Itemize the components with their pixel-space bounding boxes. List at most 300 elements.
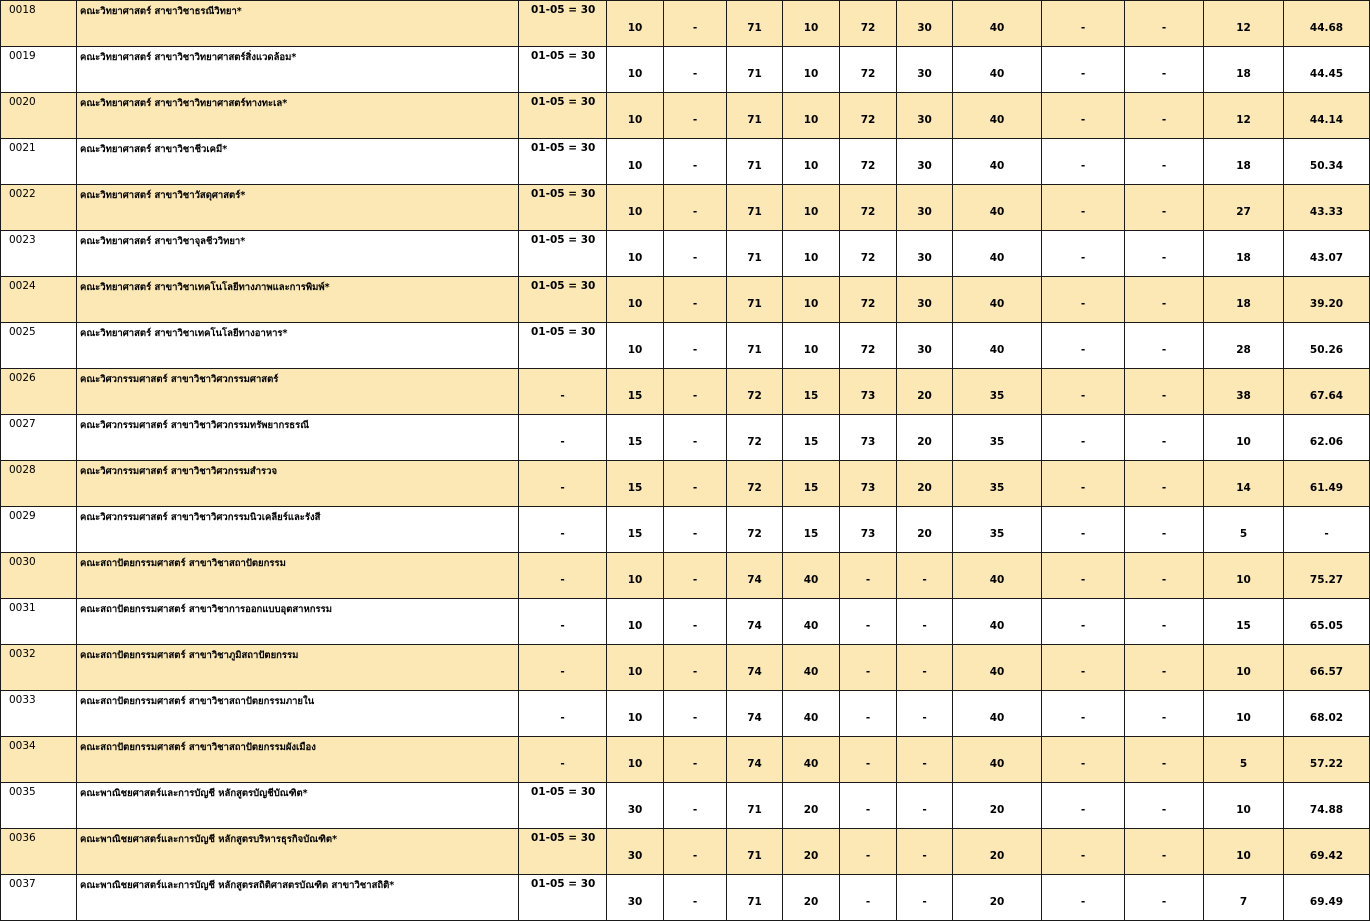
min-score: 43.07: [1284, 231, 1370, 277]
score-col-2: -: [664, 599, 727, 645]
table-row: [1, 507, 1370, 553]
score-col-1: 10: [607, 93, 664, 139]
score-col-9: -: [1125, 737, 1204, 783]
score-col-1: 10: [607, 691, 664, 737]
score-col-7: 40: [953, 93, 1042, 139]
table-body: [1, 1, 1370, 921]
table-row: [1, 185, 1370, 231]
program-name: คณะพาณิชยศาสตร์และการบัญชี หลักสูตรบริหารธุรกิจบัณฑิต*: [77, 829, 519, 875]
score-col-8: -: [1042, 231, 1125, 277]
score-col-6: -: [897, 783, 953, 829]
seats-count: 10: [1204, 645, 1284, 691]
score-col-4: 10: [783, 139, 840, 185]
gpa-requirement: -: [519, 461, 607, 507]
score-col-5: -: [840, 691, 897, 737]
gpa-requirement: 01-05 = 30: [519, 47, 607, 93]
program-code: 0024: [1, 277, 77, 323]
program-name: คณะสถาปัตยกรรมศาสตร์ สาขาวิชาการออกแบบอุตสาหกรรม: [77, 599, 519, 645]
score-col-3: 72: [727, 415, 783, 461]
score-col-6: 30: [897, 1, 953, 47]
score-col-2: -: [664, 277, 727, 323]
min-score: 67.64: [1284, 369, 1370, 415]
score-col-7: 35: [953, 461, 1042, 507]
score-col-1: 10: [607, 277, 664, 323]
seats-count: 15: [1204, 599, 1284, 645]
score-col-7: 40: [953, 737, 1042, 783]
score-col-7: 35: [953, 415, 1042, 461]
score-col-4: 20: [783, 783, 840, 829]
min-score: 69.49: [1284, 875, 1370, 921]
program-name: คณะวิศวกรรมศาสตร์ สาขาวิชาวิศวกรรมสำรวจ: [77, 461, 519, 507]
score-col-7: 40: [953, 645, 1042, 691]
score-col-8: -: [1042, 645, 1125, 691]
score-col-9: -: [1125, 415, 1204, 461]
score-col-8: -: [1042, 1, 1125, 47]
score-col-1: 10: [607, 599, 664, 645]
score-col-9: -: [1125, 645, 1204, 691]
score-col-8: -: [1042, 461, 1125, 507]
table-row: [1, 553, 1370, 599]
score-col-2: -: [664, 369, 727, 415]
score-col-2: -: [664, 645, 727, 691]
score-col-2: -: [664, 783, 727, 829]
table-row: [1, 369, 1370, 415]
score-col-2: -: [664, 139, 727, 185]
score-col-7: 40: [953, 553, 1042, 599]
score-col-9: -: [1125, 783, 1204, 829]
score-col-4: 15: [783, 461, 840, 507]
score-col-6: 30: [897, 47, 953, 93]
score-col-5: 72: [840, 1, 897, 47]
program-name: คณะวิทยาศาสตร์ สาขาวิชาวิทยาศาสตร์ทางทะเล*: [77, 93, 519, 139]
score-col-7: 40: [953, 1, 1042, 47]
score-col-1: 15: [607, 507, 664, 553]
seats-count: 27: [1204, 185, 1284, 231]
score-col-2: -: [664, 231, 727, 277]
score-col-5: 73: [840, 415, 897, 461]
program-code: 0023: [1, 231, 77, 277]
score-col-2: -: [664, 691, 727, 737]
score-col-9: -: [1125, 875, 1204, 921]
program-code: 0035: [1, 783, 77, 829]
gpa-requirement: 01-05 = 30: [519, 1, 607, 47]
score-col-5: 72: [840, 323, 897, 369]
min-score: 75.27: [1284, 553, 1370, 599]
program-code: 0037: [1, 875, 77, 921]
score-col-5: 72: [840, 139, 897, 185]
min-score: 65.05: [1284, 599, 1370, 645]
score-col-4: 15: [783, 415, 840, 461]
score-col-7: 20: [953, 829, 1042, 875]
score-col-3: 71: [727, 185, 783, 231]
score-col-5: -: [840, 737, 897, 783]
score-col-3: 71: [727, 829, 783, 875]
gpa-requirement: 01-05 = 30: [519, 783, 607, 829]
table-row: [1, 277, 1370, 323]
program-code: 0028: [1, 461, 77, 507]
score-col-4: 40: [783, 737, 840, 783]
score-col-6: 30: [897, 93, 953, 139]
program-name: คณะวิทยาศาสตร์ สาขาวิชาวิทยาศาสตร์สิ่งแวดล้อม*: [77, 47, 519, 93]
score-col-9: -: [1125, 461, 1204, 507]
gpa-requirement: 01-05 = 30: [519, 277, 607, 323]
score-col-3: 74: [727, 553, 783, 599]
score-col-9: -: [1125, 185, 1204, 231]
gpa-requirement: -: [519, 599, 607, 645]
score-col-1: 10: [607, 737, 664, 783]
score-col-7: 35: [953, 369, 1042, 415]
score-col-6: -: [897, 553, 953, 599]
score-col-3: 71: [727, 47, 783, 93]
score-col-6: 30: [897, 277, 953, 323]
program-code: 0026: [1, 369, 77, 415]
program-name: คณะสถาปัตยกรรมศาสตร์ สาขาวิชาสถาปัตยกรรม: [77, 553, 519, 599]
program-name: คณะวิศวกรรมศาสตร์ สาขาวิชาวิศวกรรมทรัพยากรธรณี: [77, 415, 519, 461]
seats-count: 5: [1204, 737, 1284, 783]
gpa-requirement: -: [519, 553, 607, 599]
gpa-requirement: -: [519, 645, 607, 691]
score-col-9: -: [1125, 139, 1204, 185]
score-col-4: 40: [783, 599, 840, 645]
program-name: คณะวิทยาศาสตร์ สาขาวิชาวัสดุศาสตร์*: [77, 185, 519, 231]
seats-count: 18: [1204, 139, 1284, 185]
program-code: 0020: [1, 93, 77, 139]
score-col-4: 15: [783, 507, 840, 553]
score-col-3: 72: [727, 507, 783, 553]
score-col-9: -: [1125, 829, 1204, 875]
program-code: 0019: [1, 47, 77, 93]
min-score: 66.57: [1284, 645, 1370, 691]
score-col-5: 72: [840, 185, 897, 231]
table-row: [1, 737, 1370, 783]
score-col-3: 74: [727, 691, 783, 737]
score-col-3: 74: [727, 645, 783, 691]
score-col-5: -: [840, 783, 897, 829]
gpa-requirement: 01-05 = 30: [519, 829, 607, 875]
program-code: 0032: [1, 645, 77, 691]
score-col-1: 10: [607, 553, 664, 599]
min-score: 44.68: [1284, 1, 1370, 47]
min-score: 69.42: [1284, 829, 1370, 875]
score-col-1: 10: [607, 47, 664, 93]
program-code: 0022: [1, 185, 77, 231]
program-name: คณะวิทยาศาสตร์ สาขาวิชาชีวเคมี*: [77, 139, 519, 185]
min-score: 74.88: [1284, 783, 1370, 829]
score-col-6: 20: [897, 507, 953, 553]
score-col-1: 30: [607, 829, 664, 875]
table-row: [1, 231, 1370, 277]
score-col-2: -: [664, 185, 727, 231]
score-col-8: -: [1042, 139, 1125, 185]
score-col-3: 72: [727, 369, 783, 415]
seats-count: 7: [1204, 875, 1284, 921]
score-col-7: 40: [953, 323, 1042, 369]
score-col-8: -: [1042, 599, 1125, 645]
table-row: [1, 783, 1370, 829]
score-col-5: -: [840, 829, 897, 875]
score-col-8: -: [1042, 415, 1125, 461]
score-col-1: 30: [607, 875, 664, 921]
table-row: [1, 691, 1370, 737]
seats-count: 18: [1204, 231, 1284, 277]
score-col-4: 40: [783, 691, 840, 737]
score-col-8: -: [1042, 553, 1125, 599]
score-col-5: 72: [840, 231, 897, 277]
score-col-7: 35: [953, 507, 1042, 553]
gpa-requirement: -: [519, 507, 607, 553]
table-row: [1, 829, 1370, 875]
score-col-3: 71: [727, 783, 783, 829]
table-row: [1, 93, 1370, 139]
score-col-3: 72: [727, 461, 783, 507]
seats-count: 28: [1204, 323, 1284, 369]
score-col-3: 71: [727, 323, 783, 369]
program-code: 0027: [1, 415, 77, 461]
score-col-6: 20: [897, 461, 953, 507]
score-col-7: 40: [953, 599, 1042, 645]
seats-count: 18: [1204, 277, 1284, 323]
score-col-8: -: [1042, 783, 1125, 829]
score-col-9: -: [1125, 507, 1204, 553]
table-row: [1, 47, 1370, 93]
score-col-1: 10: [607, 1, 664, 47]
score-col-7: 40: [953, 139, 1042, 185]
gpa-requirement: 01-05 = 30: [519, 323, 607, 369]
score-col-9: -: [1125, 691, 1204, 737]
score-col-5: -: [840, 599, 897, 645]
score-col-7: 20: [953, 875, 1042, 921]
seats-count: 14: [1204, 461, 1284, 507]
program-code: 0031: [1, 599, 77, 645]
score-col-6: 30: [897, 139, 953, 185]
score-col-8: -: [1042, 875, 1125, 921]
score-col-4: 40: [783, 553, 840, 599]
score-col-6: -: [897, 875, 953, 921]
program-name: คณะวิทยาศาสตร์ สาขาวิชาเทคโนโลยีทางภาพและการพิมพ์*: [77, 277, 519, 323]
score-col-3: 71: [727, 875, 783, 921]
min-score: 44.14: [1284, 93, 1370, 139]
score-col-3: 71: [727, 277, 783, 323]
min-score: 43.33: [1284, 185, 1370, 231]
score-col-2: -: [664, 507, 727, 553]
score-col-8: -: [1042, 691, 1125, 737]
program-name: คณะสถาปัตยกรรมศาสตร์ สาขาวิชาสถาปัตยกรรมภายใน: [77, 691, 519, 737]
score-col-1: 15: [607, 415, 664, 461]
score-col-2: -: [664, 737, 727, 783]
score-col-3: 71: [727, 1, 783, 47]
program-name: คณะวิศวกรรมศาสตร์ สาขาวิชาวิศวกรรมนิวเคลียร์และรังสี: [77, 507, 519, 553]
score-col-1: 10: [607, 323, 664, 369]
score-col-3: 74: [727, 737, 783, 783]
score-col-2: -: [664, 875, 727, 921]
score-col-8: -: [1042, 47, 1125, 93]
seats-count: 12: [1204, 93, 1284, 139]
score-col-4: 15: [783, 369, 840, 415]
score-col-5: 73: [840, 507, 897, 553]
program-code: 0033: [1, 691, 77, 737]
score-col-1: 10: [607, 231, 664, 277]
program-code: 0034: [1, 737, 77, 783]
min-score: 61.49: [1284, 461, 1370, 507]
table-row: [1, 645, 1370, 691]
program-name: คณะสถาปัตยกรรมศาสตร์ สาขาวิชาภูมิสถาปัตยกรรม: [77, 645, 519, 691]
score-col-9: -: [1125, 47, 1204, 93]
table-row: [1, 415, 1370, 461]
program-name: คณะสถาปัตยกรรมศาสตร์ สาขาวิชาสถาปัตยกรรมผังเมือง: [77, 737, 519, 783]
score-col-8: -: [1042, 277, 1125, 323]
seats-count: 10: [1204, 783, 1284, 829]
gpa-requirement: -: [519, 691, 607, 737]
seats-count: 10: [1204, 691, 1284, 737]
score-col-4: 10: [783, 323, 840, 369]
min-score: 39.20: [1284, 277, 1370, 323]
score-col-9: -: [1125, 553, 1204, 599]
score-col-3: 71: [727, 93, 783, 139]
score-col-4: 10: [783, 231, 840, 277]
score-col-2: -: [664, 553, 727, 599]
score-col-4: 10: [783, 1, 840, 47]
program-name: คณะวิทยาศาสตร์ สาขาวิชาจุลชีววิทยา*: [77, 231, 519, 277]
score-col-6: -: [897, 599, 953, 645]
score-col-1: 10: [607, 185, 664, 231]
score-col-9: -: [1125, 277, 1204, 323]
score-col-6: 30: [897, 231, 953, 277]
score-col-6: -: [897, 691, 953, 737]
score-col-6: -: [897, 737, 953, 783]
score-col-5: 73: [840, 369, 897, 415]
score-col-6: 30: [897, 323, 953, 369]
gpa-requirement: 01-05 = 30: [519, 875, 607, 921]
program-name: คณะพาณิชยศาสตร์และการบัญชี หลักสูตรสถิติศาสตรบัณฑิต สาขาวิชาสถิติ*: [77, 875, 519, 921]
score-col-8: -: [1042, 369, 1125, 415]
min-score: 44.45: [1284, 47, 1370, 93]
score-col-7: 40: [953, 231, 1042, 277]
score-col-9: -: [1125, 93, 1204, 139]
program-name: คณะพาณิชยศาสตร์และการบัญชี หลักสูตรบัญชีบัณฑิต*: [77, 783, 519, 829]
score-col-2: -: [664, 93, 727, 139]
score-col-7: 20: [953, 783, 1042, 829]
score-col-5: -: [840, 645, 897, 691]
min-score: 62.06: [1284, 415, 1370, 461]
program-name: คณะวิศวกรรมศาสตร์ สาขาวิชาวิศวกรรมศาสตร์: [77, 369, 519, 415]
score-col-9: -: [1125, 599, 1204, 645]
score-col-8: -: [1042, 507, 1125, 553]
score-col-2: -: [664, 461, 727, 507]
program-code: 0021: [1, 139, 77, 185]
table-row: [1, 139, 1370, 185]
score-col-2: -: [664, 323, 727, 369]
score-col-7: 40: [953, 691, 1042, 737]
score-col-1: 10: [607, 139, 664, 185]
min-score: -: [1284, 507, 1370, 553]
score-col-8: -: [1042, 185, 1125, 231]
score-col-3: 74: [727, 599, 783, 645]
score-col-5: 73: [840, 461, 897, 507]
min-score: 50.34: [1284, 139, 1370, 185]
score-col-9: -: [1125, 231, 1204, 277]
gpa-requirement: 01-05 = 30: [519, 93, 607, 139]
score-col-2: -: [664, 1, 727, 47]
score-col-8: -: [1042, 829, 1125, 875]
seats-count: 5: [1204, 507, 1284, 553]
score-col-3: 71: [727, 231, 783, 277]
seats-count: 10: [1204, 553, 1284, 599]
score-col-2: -: [664, 829, 727, 875]
program-code: 0030: [1, 553, 77, 599]
score-col-2: -: [664, 415, 727, 461]
score-col-6: 30: [897, 185, 953, 231]
score-col-6: 20: [897, 415, 953, 461]
program-name: คณะวิทยาศาสตร์ สาขาวิชาธรณีวิทยา*: [77, 1, 519, 47]
score-col-4: 10: [783, 277, 840, 323]
seats-count: 12: [1204, 1, 1284, 47]
score-col-6: -: [897, 829, 953, 875]
score-col-4: 20: [783, 829, 840, 875]
min-score: 57.22: [1284, 737, 1370, 783]
score-col-9: -: [1125, 323, 1204, 369]
table-row: [1, 323, 1370, 369]
score-col-4: 40: [783, 645, 840, 691]
score-col-5: -: [840, 875, 897, 921]
gpa-requirement: 01-05 = 30: [519, 231, 607, 277]
score-col-4: 20: [783, 875, 840, 921]
score-col-7: 40: [953, 47, 1042, 93]
seats-count: 10: [1204, 415, 1284, 461]
table-row: [1, 875, 1370, 921]
min-score: 50.26: [1284, 323, 1370, 369]
score-col-8: -: [1042, 737, 1125, 783]
score-col-5: 72: [840, 47, 897, 93]
table-row: [1, 1, 1370, 47]
program-code: 0025: [1, 323, 77, 369]
score-col-8: -: [1042, 93, 1125, 139]
gpa-requirement: -: [519, 369, 607, 415]
program-code: 0036: [1, 829, 77, 875]
score-col-1: 10: [607, 645, 664, 691]
gpa-requirement: 01-05 = 30: [519, 139, 607, 185]
seats-count: 18: [1204, 47, 1284, 93]
score-col-4: 10: [783, 47, 840, 93]
score-col-7: 40: [953, 277, 1042, 323]
score-col-1: 15: [607, 461, 664, 507]
score-col-6: 20: [897, 369, 953, 415]
score-col-4: 10: [783, 185, 840, 231]
gpa-requirement: -: [519, 415, 607, 461]
score-col-1: 30: [607, 783, 664, 829]
score-col-9: -: [1125, 1, 1204, 47]
score-col-7: 40: [953, 185, 1042, 231]
program-name: คณะวิทยาศาสตร์ สาขาวิชาเทคโนโลยีทางอาหาร*: [77, 323, 519, 369]
score-col-5: 72: [840, 277, 897, 323]
score-col-5: 72: [840, 93, 897, 139]
min-score: 68.02: [1284, 691, 1370, 737]
score-col-9: -: [1125, 369, 1204, 415]
table-row: [1, 461, 1370, 507]
score-col-6: -: [897, 645, 953, 691]
seats-count: 10: [1204, 829, 1284, 875]
program-code: 0029: [1, 507, 77, 553]
score-col-8: -: [1042, 323, 1125, 369]
seats-count: 38: [1204, 369, 1284, 415]
gpa-requirement: -: [519, 737, 607, 783]
score-col-1: 15: [607, 369, 664, 415]
program-code: 0018: [1, 1, 77, 47]
score-col-2: -: [664, 47, 727, 93]
gpa-requirement: 01-05 = 30: [519, 185, 607, 231]
score-col-5: -: [840, 553, 897, 599]
score-col-3: 71: [727, 139, 783, 185]
score-col-4: 10: [783, 93, 840, 139]
